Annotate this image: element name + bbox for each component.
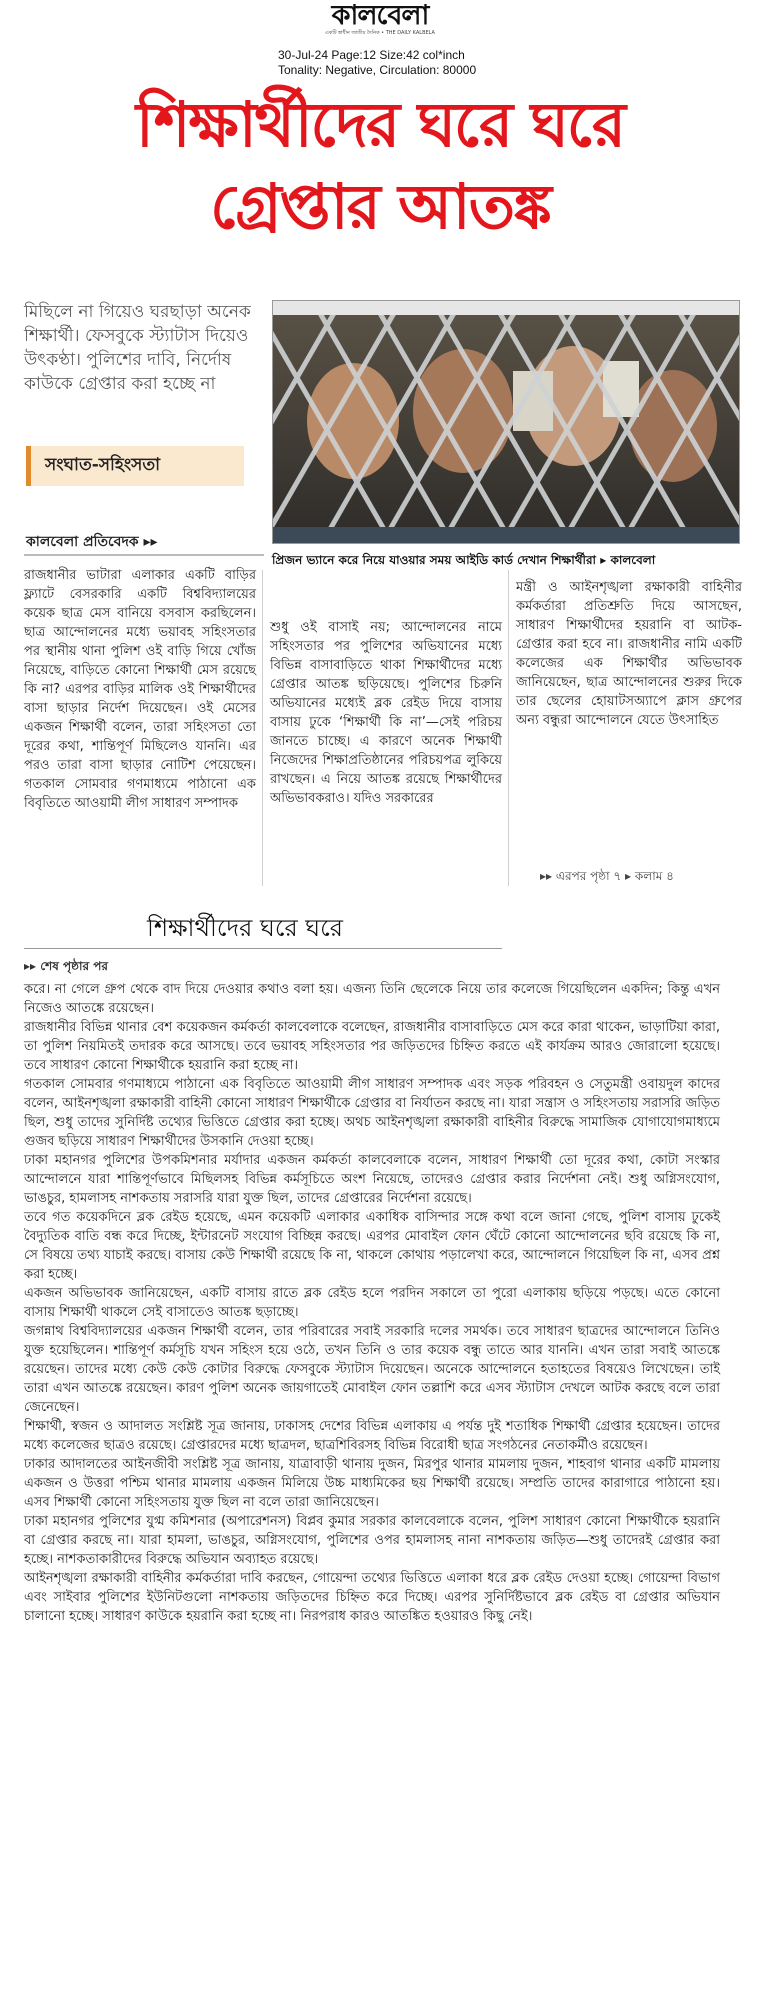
headline: [0, 84, 760, 248]
column-divider: [508, 570, 509, 886]
continued-note: [540, 868, 674, 888]
continued-arrow-icon: ▸▸: [540, 869, 556, 883]
byline-arrow-icon: ▸▸: [143, 534, 158, 550]
headline-line-2: গ্রেপ্তার আতঙ্ক: [210, 170, 550, 243]
continuation-body: [24, 980, 720, 1626]
newspaper-logo: কালবেলা: [331, 0, 429, 31]
meta-line-date: 30-Jul-24 Page:12 Size:42 col*inch: [278, 48, 465, 62]
news-photo: [272, 300, 740, 544]
topic-tag: [26, 446, 244, 486]
photo-caption: প্রিজন ভ্যানে করে নিয়ে যাওয়ার সময় আইডি কার্ড দেখান শিক্ষার্থীরা: [272, 553, 597, 567]
byline-text: কালবেলা প্রতিবেদক: [26, 534, 139, 550]
caption-arrow-icon: ▸: [600, 553, 611, 567]
body-paragraph: ঢাকার আদালতের আইনজীবী সংশ্লিষ্ট সূত্র জানায়, যাত্রাবাড়ী থানায় দুজন, মিরপুর থানার মামলায় দুজন, শাহবাগ থানার একটি মামলায় একজন ও উত্তরা পশ্চিম থানার মামলায় একজন মিলিয়ে উচ্চ মাধ্যমিকের ছয় শিক্ষার্থী রয়েছে। সম্প্রতি তাদের কারাগারে পাঠানো হয়। এসব শিক্ষার্থী কোনো সহিংসতায় যুক্ত ছিল না বলে তারা জানিয়েছেন।: [24, 1457, 720, 1510]
byline-divider: [24, 554, 264, 556]
body-paragraph: আইনশৃঙ্খলা রক্ষাকারী বাহিনীর কর্মকর্তারা দাবি করছেন, গোয়েন্দা তথ্যের ভিত্তিতে এলাকা ধরে ব্লক রেইড দেওয়া হচ্ছে। গোয়েন্দা বিভাগ এবং সাইবার পুলিশের ইউনিটগুলো নাশকতায় জড়িতদের চিহ্নিত করে দিচ্ছে। এরপর সুনির্দিষ্টভাবে ব্লক রেইড বা গ্রেপ্তার অভিযান চালানো হচ্ছে। সাধারণ কাউকে হয়রানি করা হচ্ছে না। নিরপরাধ কারও আতঙ্কিত হওয়ারও কিছু নেই।: [24, 1571, 720, 1624]
body-paragraph: শিক্ষার্থী, স্বজন ও আদালত সংশ্লিষ্ট সূত্র জানায়, ঢাকাসহ দেশের বিভিন্ন এলাকায় এ পর্যন্ত দুই শতাধিক শিক্ষার্থী গ্রেপ্তার হয়েছেন। তাদের মধ্যে কলেজের ছাত্রও রয়েছে। গ্রেপ্তারদের মধ্যে ছাত্রদল, ছাত্রশিবিরসহ বিভিন্ন বিরোধী ছাত্র সংগঠনের নেতাকর্মীও রয়েছেন।: [24, 1419, 720, 1453]
meta-line-tonality: Tonality: Negative, Circulation: 80000: [278, 63, 477, 77]
photo-credit: কালবেলা: [610, 553, 656, 567]
article-column-3: মন্ত্রী ও আইনশৃঙ্খলা রক্ষাকারী বাহিনীর কর্মকর্তারা প্রতিশ্রুতি দিয়ে আসছেন, সাধারণ শিক্ষার্থীদের হয়রানি বা আটক-গ্রেপ্তার করা হবে না। রাজধানীর নামি একটি কলেজের এক শিক্ষার্থীর অভিভাবক জানিয়েছেন, ছাত্র আন্দোলনের শুরুর দিকে তার ছেলের হোয়াটসঅ্যাপে ক্লাস গ্রুপের অন্য বন্ধুরা আন্দোলনে যেতে উৎসাহিত: [516, 580, 742, 728]
clipping-meta: [278, 48, 476, 78]
body-paragraph: একজন অভিভাবক জানিয়েছেন, একটি বাসায় রাতে ব্লক রেইড হলে পরদিন সকালে তা পুরো এলাকায় ছড়িয়ে পড়ছে। এতে কোনো বাসায় শিক্ষার্থী থাকলে সেই বাসাতেও আতঙ্ক ছড়াচ্ছে।: [24, 1286, 720, 1320]
body-paragraph: ঢাকা মহানগর পুলিশের উপকমিশনার মর্যাদার একজন কর্মকর্তা কালবেলাকে বলেন, সাধারণ শিক্ষার্থী তো দূরের কথা, কোটা সংস্কার আন্দোলনে যারা শান্তিপূর্ণভাবে মিছিলসহ বিভিন্ন কর্মসূচিতে অংশ নিয়েছে, তাদেরও গ্রেপ্তার করার নির্দেশনা নেই। শুধু অগ্নিসংযোগ, ভাঙচুর, হামলাসহ নাশকতায় সরাসরি যারা যুক্ত ছিল, তাদের গ্রেপ্তারের নির্দেশনা রয়েছে।: [24, 1153, 720, 1206]
prison-van-grille-photo: [273, 301, 740, 544]
photo-caption-row: [272, 552, 752, 568]
continued-from-arrow-icon: ▸▸: [24, 959, 41, 973]
masthead: [0, 2, 760, 36]
body-paragraph: করে। না গেলে গ্রুপ থেকে বাদ দিয়ে দেওয়ার কথাও বলা হয়। এজন্য তিনি ছেলেকে নিয়ে তার কলেজে গিয়েছিলেন একদিন; কিন্তু এখন নিজেও আতঙ্কে রয়েছেন।: [24, 982, 720, 1016]
continuation-divider: [24, 948, 502, 949]
logo-tagline: একটি স্বাধীন জাতীয় দৈনিক • THE DAILY KALBELA: [325, 30, 435, 36]
body-paragraph: তবে গত কয়েকদিনে ব্লক রেইড হয়েছে, এমন কয়েকটি এলাকার একাধিক বাসিন্দার সঙ্গে কথা বলে জানা গেছে, পুলিশ বাসায় ঢুকেই বৈদ্যুতিক বাতি বন্ধ করে দিচ্ছে, ইন্টারনেট সংযোগ বিচ্ছিন্ন করছে। এরপর মোবাইল ফোন ঘেঁটে কোনো আন্দোলনের ছবি রয়েছে কি না, সে বিষয়ে তথ্য যাচাই করছে। বাসায় কেউ শিক্ষার্থী রয়েছে কি না, থাকলে কোথায় পড়ালেখা করে, আন্দোলনে গিয়েছিল কি না, এসব প্রশ্ন করা হচ্ছে।: [24, 1210, 720, 1282]
column-divider: [262, 570, 263, 886]
headline-line-1: শিক্ষার্থীদের ঘরে ঘরে: [136, 88, 624, 161]
deck-summary: মিছিলে না গিয়েও ঘরছাড়া অনেক শিক্ষার্থী। ফেসবুকে স্ট্যাটাস দিয়েও উৎকণ্ঠা। পুলিশের দাবি, নির্দোষ কাউকে গ্রেপ্তার করা হচ্ছে না: [24, 302, 251, 394]
article-column-2: শুধু ওই বাসাই নয়; আন্দোলনের নামে সহিংসতার পর পুলিশের অভিযানের মধ্যে বিভিন্ন বাসাবাড়িতে থাকা শিক্ষার্থীদের মধ্যে গ্রেপ্তার আতঙ্ক ছড়িয়েছে। পুলিশের চিরুনি অভিযানের মধ্যেই ব্লক রেইড দিয়ে বাসায় বাসায় ঢুকে ‘শিক্ষার্থী কি না’—সেই পরিচয় জানতে চাচ্ছে। এ কারণে অনেক শিক্ষার্থী নিজেদের শিক্ষাপ্রতিষ্ঠানের পরিচয়পত্র লুকিয়ে রাখছেন। এ নিয়ে আতঙ্ক রয়েছে শিক্ষার্থীদের অভিভাবকরাও। যদিও সরকারের: [270, 620, 502, 806]
byline: [26, 530, 158, 554]
continuation-title: শিক্ষার্থীদের ঘরে ঘরে: [147, 914, 343, 942]
article-column-1: রাজধানীর ভাটারা এলাকার একটি বাড়ির ফ্ল্যাটে বেসরকারি একটি বিশ্ববিদ্যালয়ের কয়েক ছাত্র মেস বানিয়ে বসবাস করছিলেন। ছাত্র আন্দোলনের মধ্যে ভয়াবহ সহিংসতার পর স্থানীয় থানা পুলিশ ওই বাড়ি গিয়ে খোঁজ নিয়েছে, বাড়িতে কোনো শিক্ষার্থী মেস রয়েছে কি না? এরপর বাড়ির মালিক ওই শিক্ষার্থীদের বাসা ছাড়ার নির্দেশ দিয়েছেন। ওই মেসের একজন শিক্ষার্থী বলেন, তারা সহিংসতা তো দূরের কথা, শান্তিপূর্ণ মিছিলেও যাননি। এর পরও তারা বাসা ছাড়ার নোটিশ পেয়েছেন। গতকাল সোমবার গণমাধ্যমে পাঠানো এক বিবৃতিতে আওয়ামী লীগ সাধারণ সম্পাদক: [24, 568, 256, 811]
continued-from: [24, 958, 108, 978]
tag-accent-bar: [26, 446, 31, 486]
body-paragraph: ঢাকা মহানগর পুলিশের যুগ্ম কমিশনার (অপারেশনস) বিপ্লব কুমার সরকার কালবেলাকে বলেন, পুলিশ সাধারণ কোনো শিক্ষার্থীকে হয়রানি বা গ্রেপ্তার করছে না। যারা হামলা, ভাঙচুর, অগ্নিসংযোগ, পুলিশের ওপর হামলাসহ নানা নাশকতায় জড়িত—শুধু তাদেরই গ্রেপ্তার করা হচ্ছে। নাশকতাকারীদের বিরুদ্ধে অভিযান অব্যাহত রয়েছে।: [24, 1514, 720, 1567]
continued-from-text: শেষ পৃষ্ঠার পর: [40, 959, 108, 973]
topic-tag-label: সংঘাত-সহিংসতা: [45, 455, 161, 475]
continued-note-text: এরপর পৃষ্ঠা ৭ ▸ কলাম ৪: [555, 869, 674, 883]
body-paragraph: জগন্নাথ বিশ্ববিদ্যালয়ের একজন শিক্ষার্থী বলেন, তার পরিবারের সবাই সরকারি দলের সমর্থক। তবে সাধারণ ছাত্রদের আন্দোলনে তিনিও যুক্ত হয়েছিলেন। শান্তিপূর্ণ কর্মসূচি যখন সহিংস হয়ে ওঠে, তখন তিনি ও তার কয়েক বন্ধু তাতে আর যাননি। এখন তারা সবাই আতঙ্কে রয়েছেন। তাদের মধ্যে কেউ কেউ কোটার বিরুদ্ধে ফেসবুকে স্ট্যাটাস দিয়েছেন। অনেকে আন্দোলনে হতাহতের বিষয়েও লিখেছেন। তাই তারা এখন আতঙ্কে রয়েছেন। কারণ পুলিশ অনেক জায়গাতেই মোবাইল ফোন তল্লাশি করে এসব স্ট্যাটাস দেখলে আটক করছে বলে তারা জেনেছেন।: [24, 1324, 720, 1415]
body-paragraph: গতকাল সোমবার গণমাধ্যমে পাঠানো এক বিবৃতিতে আওয়ামী লীগ সাধারণ সম্পাদক এবং সড়ক পরিবহন ও সেতুমন্ত্রী ওবায়দুল কাদের বলেন, আইনশৃঙ্খলা রক্ষাকারী বাহিনী কোনো সাধারণ শিক্ষার্থীকে গ্রেপ্তার বা নির্যাতন করছে না। যারা সন্ত্রাস ও সহিংসতায় সরাসরি জড়িত ছিল, শুধু তাদের সুনির্দিষ্ট তথ্যের ভিত্তিতে গ্রেপ্তার করা হচ্ছে। অথচ আইনশৃঙ্খলা রক্ষাকারী বাহিনীর বিরুদ্ধে সামাজিক যোগাযোগমাধ্যমে গুজব ছড়িয়ে সাধারণ শিক্ষার্থীদের উসকানি দেওয়া হচ্ছে।: [24, 1077, 720, 1149]
body-paragraph: রাজধানীর বিভিন্ন থানার বেশ কয়েকজন কর্মকর্তা কালবেলাকে বলেছেন, রাজধানীর বাসাবাড়িতে মেস করে কারা থাকেন, ভাড়াটিয়া কারা, তা পুলিশ নিয়মিতই তদারক করে আসছে। তবে ভয়াবহ সহিংসতার পর জড়িতদের চিহ্নিত করতে এই কার্যক্রম আরও জোরালো হয়েছে। তবে সাধারণ কোনো শিক্ষার্থীকে হয়রানি করা হচ্ছে না।: [24, 1020, 720, 1073]
